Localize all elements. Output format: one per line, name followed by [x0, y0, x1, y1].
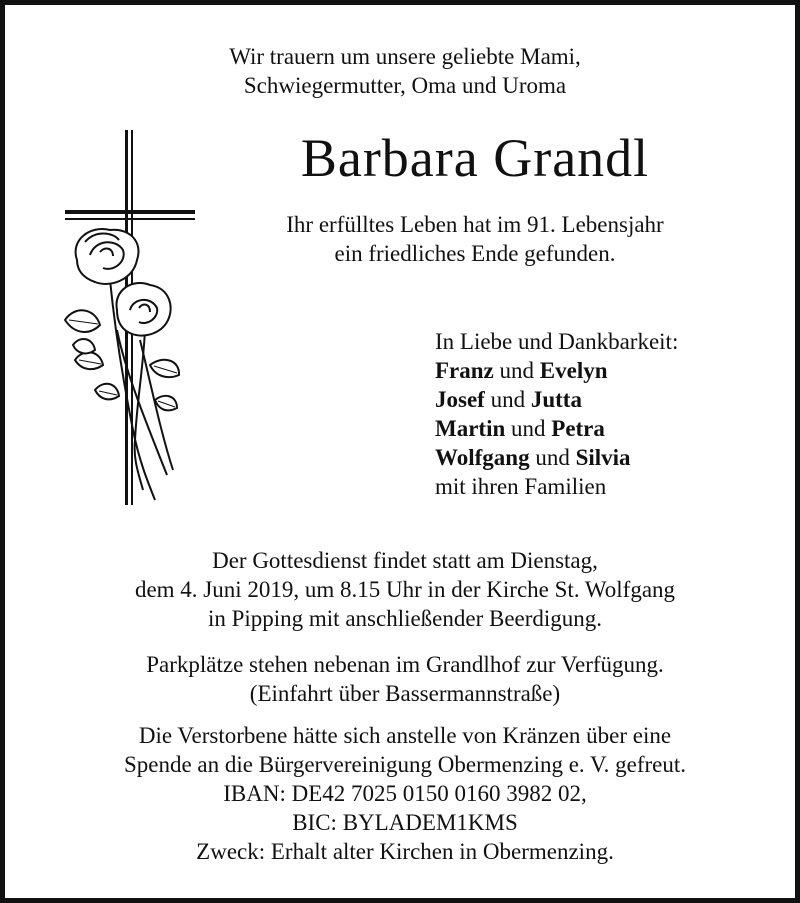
parking-line-2: (Einfahrt über Bassermannstraße): [249, 681, 561, 706]
donation-bic: BIC: BYLADEM1KMS: [292, 810, 518, 835]
family-closing: mit ihren Familien: [435, 474, 607, 499]
parking-line-1: Parkplätze stehen nebenan im Grandlhof zur Verfügung.: [146, 652, 664, 677]
intro-line-1: Wir trauern um unsere geliebte Mami,: [229, 44, 581, 69]
family-couple: [435, 356, 795, 385]
life-line-2: ein friedliches Ende gefunden.: [334, 241, 616, 266]
family-couple: [435, 385, 795, 414]
life-line-1: Ihr erfülltes Leben hat im 91. Lebensjahr: [286, 212, 664, 237]
family-member-name: Martin: [435, 416, 506, 441]
life-statement: [205, 210, 745, 268]
family-list: [435, 327, 795, 501]
cross-with-roses-icon: [55, 130, 200, 505]
donation-purpose: Zweck: Erhalt alter Kirchen in Obermenzing.: [196, 839, 614, 864]
service-info: [5, 546, 800, 633]
donation-info: [5, 721, 800, 866]
family-member-name: Josef: [435, 387, 485, 412]
donation-iban: IBAN: DE42 7025 0150 0160 3982 02,: [223, 781, 587, 806]
family-joiner: und: [535, 445, 570, 470]
service-line-2: dem 4. Juni 2019, um 8.15 Uhr in der Kirche St. Wolfgang: [134, 577, 676, 602]
intro-line-2: Schwiegermutter, Oma und Uroma: [243, 73, 567, 98]
family-member-name: Franz: [435, 358, 494, 383]
parking-info: [5, 650, 800, 708]
family-couple: [435, 443, 795, 472]
service-line-1: Der Gottesdienst findet statt am Dienstag,: [212, 548, 598, 573]
service-line-3: in Pipping mit anschließender Beerdigung.: [207, 606, 603, 631]
family-member-name: Wolfgang: [435, 445, 530, 470]
family-joiner: und: [499, 358, 535, 383]
family-member-name: Petra: [551, 416, 605, 441]
family-member-name: Evelyn: [539, 358, 608, 383]
family-joiner: und: [490, 387, 526, 412]
family-heading: In Liebe und Dankbarkeit:: [435, 329, 679, 354]
donation-line-1: Die Verstorbene hätte sich anstelle von Kränzen über eine: [138, 723, 672, 748]
family-member-name: Jutta: [530, 387, 582, 412]
family-joiner: und: [511, 416, 546, 441]
family-member-name: Silvia: [575, 445, 631, 470]
family-couple: [435, 414, 795, 443]
donation-line-2: Spende an die Bürgervereinigung Obermenzing e. V. gefreut.: [123, 752, 687, 777]
intro-text: [5, 42, 800, 100]
deceased-name: Barbara Grandl: [300, 128, 650, 188]
